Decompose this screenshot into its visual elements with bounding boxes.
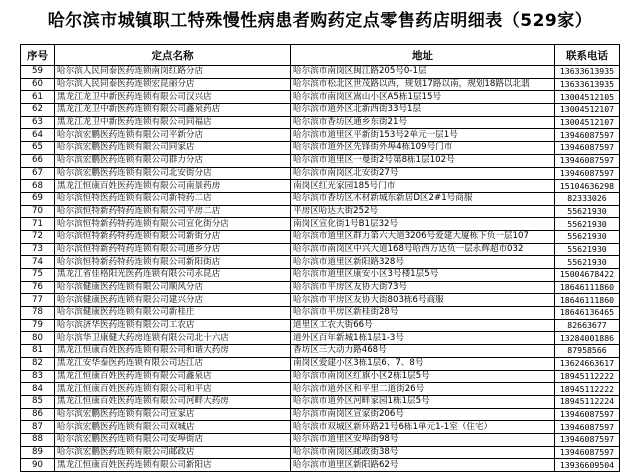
row-index: 60 — [21, 78, 55, 91]
pharmacy-name: 黑龙江安华泰医药连锁有限公司达江店 — [55, 357, 291, 370]
phone-number: 13004512107 — [555, 104, 620, 117]
pharmacy-name: 哈尔滨宏鹏医药连锁有限公司宣家店 — [55, 408, 291, 421]
pharmacy-name: 哈尔滨健康医药连锁有限公司新桂庄 — [55, 307, 291, 320]
row-index: 62 — [21, 104, 55, 117]
pharmacy-address: 哈尔滨市道里区新阳路62号 — [291, 459, 555, 472]
pharmacy-address: 哈尔滨市南岗区嵩山小区A5栋1层15号 — [291, 91, 555, 104]
pharmacy-name: 黑龙江恒康百姓医药连锁有限公司鑫泉店 — [55, 370, 291, 383]
table-row — [21, 167, 620, 180]
row-index: 90 — [21, 459, 55, 472]
phone-number: 15004678422 — [555, 269, 620, 282]
table-row — [21, 91, 620, 104]
pharmacy-address: 哈尔滨市松北区世茂路以西，规划17路以南，规划18路以北翡 — [291, 78, 555, 91]
pharmacy-name: 黑龙江恒康百姓医药连锁有限公司南景药房 — [55, 180, 291, 193]
phone-number: 18646111860 — [555, 281, 620, 294]
row-index: 70 — [21, 205, 55, 218]
table-row — [21, 230, 620, 243]
phone-number: 13633613935 — [555, 78, 620, 91]
pharmacy-address: 哈尔滨市香坊区木材新城东新居D区2#1号商服 — [291, 192, 555, 205]
row-index: 85 — [21, 395, 55, 408]
row-index: 59 — [21, 66, 55, 79]
row-index: 66 — [21, 154, 55, 167]
pharmacy-address: 哈尔滨市平房区友协大街803栋6号商服 — [291, 294, 555, 307]
pharmacy-name: 黑龙江恒康百姓医药连锁有限公司新阳店 — [55, 459, 291, 472]
pharmacy-address: 哈尔滨市南岗区宣家街206号 — [291, 408, 555, 421]
table-row — [21, 66, 620, 79]
table-header-row — [21, 45, 620, 66]
pharmacy-address: 哈尔滨市平房区友协大街73号 — [291, 281, 555, 294]
row-index: 64 — [21, 129, 55, 142]
phone-number: 82663677 — [555, 319, 620, 332]
pharmacy-address: 哈尔滨市双城区新环路21号6栋1单元1-1室（住宅） — [291, 421, 555, 434]
pharmacy-name: 哈尔滨济华医药连锁有限公司工农店 — [55, 319, 291, 332]
row-index: 65 — [21, 142, 55, 155]
table-row — [21, 383, 620, 396]
pharmacy-table — [20, 44, 620, 472]
phone-number: 55621930 — [555, 230, 620, 243]
column-header-phone: 联系电话 — [555, 45, 620, 66]
table-row — [21, 154, 620, 167]
row-index: 78 — [21, 307, 55, 320]
pharmacy-name: 哈尔滨宏鹏医药连锁有限公司邮政店 — [55, 446, 291, 459]
table-row — [21, 408, 620, 421]
pharmacy-name: 哈尔滨恒特新药特药连锁有限公司新街分店 — [55, 230, 291, 243]
phone-number: 55621930 — [555, 256, 620, 269]
phone-number: 13946087597 — [555, 446, 620, 459]
document-title: 哈尔滨市城镇职工特殊慢性病患者购药定点零售药店明细表（529家） — [47, 11, 593, 31]
pharmacy-address: 哈尔滨市南岗区闽江路205号0-1层 — [291, 66, 555, 79]
table-row — [21, 319, 620, 332]
table-row — [21, 104, 620, 117]
phone-number: 13936609504 — [555, 459, 620, 472]
phone-number: 82333026 — [555, 192, 620, 205]
row-index: 81 — [21, 345, 55, 358]
column-header-index: 序号 — [21, 45, 55, 66]
phone-number: 13624663617 — [555, 357, 620, 370]
pharmacy-address: 南岗区爱建小区3栋1层6、7、8号 — [291, 357, 555, 370]
column-header-address: 地址 — [291, 45, 555, 66]
pharmacy-name: 哈尔滨恒特新药特药连锁有限公司通乡分店 — [55, 243, 291, 256]
pharmacy-address: 哈尔滨市南岗区红旗小区2栋1层5号 — [291, 370, 555, 383]
table-row — [21, 281, 620, 294]
table-body — [21, 66, 620, 472]
pharmacy-address: 哈尔滨市南岗区邮政街38号 — [291, 446, 555, 459]
row-index: 75 — [21, 269, 55, 282]
table-row — [21, 269, 620, 282]
pharmacy-address: 哈尔滨市南岗区中兴大道168号哈西万达负一层永辉超市032 — [291, 243, 555, 256]
table-row — [21, 446, 620, 459]
phone-number: 13946087597 — [555, 421, 620, 434]
row-index: 82 — [21, 357, 55, 370]
pharmacy-name: 黑龙江省佳格阳光医药连锁有限公司永昆店 — [55, 269, 291, 282]
pharmacy-address: 哈尔滨市道里区平新街153号2单元一层1号 — [291, 129, 555, 142]
pharmacy-address: 哈尔滨市道外区和平里二道街26号 — [291, 383, 555, 396]
table-row — [21, 78, 620, 91]
row-index: 61 — [21, 91, 55, 104]
pharmacy-name: 哈尔滨宏鹏医药连锁有限公司同家店 — [55, 142, 291, 155]
pharmacy-name: 哈尔滨恒特新药特药连锁有限公司新阳街店 — [55, 256, 291, 269]
pharmacy-address: 哈尔滨市道里区康安小区3号楼1层5号 — [291, 269, 555, 282]
pharmacy-address: 哈尔滨市南岗区北安街27号 — [291, 167, 555, 180]
pharmacy-name: 黑龙江恒康百姓医药连锁有限公司河畔大药房 — [55, 395, 291, 408]
phone-number: 13284001886 — [555, 332, 620, 345]
phone-number: 13633613935 — [555, 66, 620, 79]
row-index: 88 — [21, 433, 55, 446]
phone-number: 18646111860 — [555, 294, 620, 307]
table-row — [21, 433, 620, 446]
table-row — [21, 395, 620, 408]
pharmacy-name: 哈尔滨人民同泰医药连锁宏昆丽分店 — [55, 78, 291, 91]
pharmacy-name: 哈尔滨宏鹏医药连锁有限公司北安街分店 — [55, 167, 291, 180]
phone-number: 18945112222 — [555, 383, 620, 396]
pharmacy-name: 黑龙江恒康百姓医药连锁有限公司和谐大药房 — [55, 345, 291, 358]
table-row — [21, 459, 620, 472]
row-index: 80 — [21, 332, 55, 345]
phone-number: 13946087597 — [555, 433, 620, 446]
table-row — [21, 142, 620, 155]
table-row — [21, 332, 620, 345]
pharmacy-address: 哈尔滨市道里区一曼街2号第8栋1层102号 — [291, 154, 555, 167]
table-row — [21, 243, 620, 256]
phone-number: 13004512107 — [555, 116, 620, 129]
table-row — [21, 116, 620, 129]
pharmacy-name: 哈尔滨宏鹏医药连锁有限公司安埠街店 — [55, 433, 291, 446]
pharmacy-address: 平房区哈达大街252号 — [291, 205, 555, 218]
row-index: 79 — [21, 319, 55, 332]
phone-number: 13946087597 — [555, 129, 620, 142]
table-row — [21, 345, 620, 358]
row-index: 87 — [21, 421, 55, 434]
row-index: 74 — [21, 256, 55, 269]
pharmacy-address: 哈尔滨市道外区北新西街33号1层 — [291, 104, 555, 117]
table-row — [21, 294, 620, 307]
phone-number: 55621930 — [555, 205, 620, 218]
phone-number: 18945112222 — [555, 370, 620, 383]
table-row — [21, 370, 620, 383]
table-row — [21, 205, 620, 218]
pharmacy-name: 黑龙江龙卫中新医药连锁有限公司鑫泉药店 — [55, 104, 291, 117]
table-row — [21, 357, 620, 370]
row-index: 67 — [21, 167, 55, 180]
pharmacy-address: 哈尔滨市香坊区通乡东街21号 — [291, 116, 555, 129]
pharmacy-address: 哈尔滨市平房区新桂街28号 — [291, 307, 555, 320]
phone-number: 15104636298 — [555, 180, 620, 193]
phone-number: 55621930 — [555, 218, 620, 231]
pharmacy-address: 香坊区三大动力路468号 — [291, 345, 555, 358]
pharmacy-name: 哈尔滨人民同泰医药连锁南岗红路分店 — [55, 66, 291, 79]
row-index: 72 — [21, 230, 55, 243]
table-row — [21, 192, 620, 205]
pharmacy-address: 南岗区宣化街1号B1层32号 — [291, 218, 555, 231]
pharmacy-address: 哈尔滨市道里区新阳路328号 — [291, 256, 555, 269]
row-index: 68 — [21, 180, 55, 193]
phone-number: 13946087597 — [555, 154, 620, 167]
pharmacy-name: 哈尔滨华卫康健大药房连锁有限公司北十六店 — [55, 332, 291, 345]
phone-number: 13946087597 — [555, 142, 620, 155]
row-index: 83 — [21, 370, 55, 383]
phone-number: 13946087597 — [555, 167, 620, 180]
phone-number: 13946087597 — [555, 408, 620, 421]
pharmacy-name: 哈尔滨宏鹏医药连锁有限公司双城店 — [55, 421, 291, 434]
pharmacy-name: 黑龙江龙卫中新医药连锁有限公司同福店 — [55, 116, 291, 129]
row-index: 89 — [21, 446, 55, 459]
pharmacy-address: 哈尔滨市道外区先锋街外埠4栋109号门市 — [291, 142, 555, 155]
pharmacy-address: 道外区百年新城1栋1层1-3号 — [291, 332, 555, 345]
pharmacy-name: 哈尔滨恒特新药特药连锁有限公司平房二店 — [55, 205, 291, 218]
row-index: 77 — [21, 294, 55, 307]
pharmacy-name: 哈尔滨健康医药连锁有限公司顺风分店 — [55, 281, 291, 294]
row-index: 69 — [21, 192, 55, 205]
table-row — [21, 180, 620, 193]
pharmacy-name: 哈尔滨宏鹏医药连锁有限公司平新分店 — [55, 129, 291, 142]
pharmacy-address: 南岗区红光家园185号门市 — [291, 180, 555, 193]
table-row — [21, 256, 620, 269]
table-row — [21, 129, 620, 142]
pharmacy-name: 哈尔滨恒特医药连锁有限公司新特药二店 — [55, 192, 291, 205]
row-index: 63 — [21, 116, 55, 129]
pharmacy-address: 哈尔滨市道里区安埠街98号 — [291, 433, 555, 446]
phone-number: 87958566 — [555, 345, 620, 358]
row-index: 86 — [21, 408, 55, 421]
row-index: 84 — [21, 383, 55, 396]
row-index: 76 — [21, 281, 55, 294]
pharmacy-address: 哈尔滨市道外区河畔家园1栋1层5号 — [291, 395, 555, 408]
phone-number: 18945112224 — [555, 395, 620, 408]
phone-number: 55621930 — [555, 243, 620, 256]
phone-number: 13004512105 — [555, 91, 620, 104]
table-row — [21, 421, 620, 434]
table-row — [21, 218, 620, 231]
pharmacy-name: 黑龙江龙卫中新医药连锁有限公司汉兴店 — [55, 91, 291, 104]
pharmacy-name: 哈尔滨健康医药连锁有限公司建兴分店 — [55, 294, 291, 307]
row-index: 71 — [21, 218, 55, 231]
phone-number: 18646136465 — [555, 307, 620, 320]
pharmacy-address: 哈尔滨市道里区群力第六大道3206号爱建大厦栋下负一层107 — [291, 230, 555, 243]
pharmacy-name: 哈尔滨恒特新药特药连锁有限公司宣化街分店 — [55, 218, 291, 231]
column-header-name: 定点名称 — [55, 45, 291, 66]
table-row — [21, 307, 620, 320]
row-index: 73 — [21, 243, 55, 256]
pharmacy-name: 黑龙江恒康百姓医药连锁有限公司和平店 — [55, 383, 291, 396]
pharmacy-name: 哈尔滨宏鹏医药连锁有限公司群力分店 — [55, 154, 291, 167]
pharmacy-address: 道里区工农大街66号 — [291, 319, 555, 332]
